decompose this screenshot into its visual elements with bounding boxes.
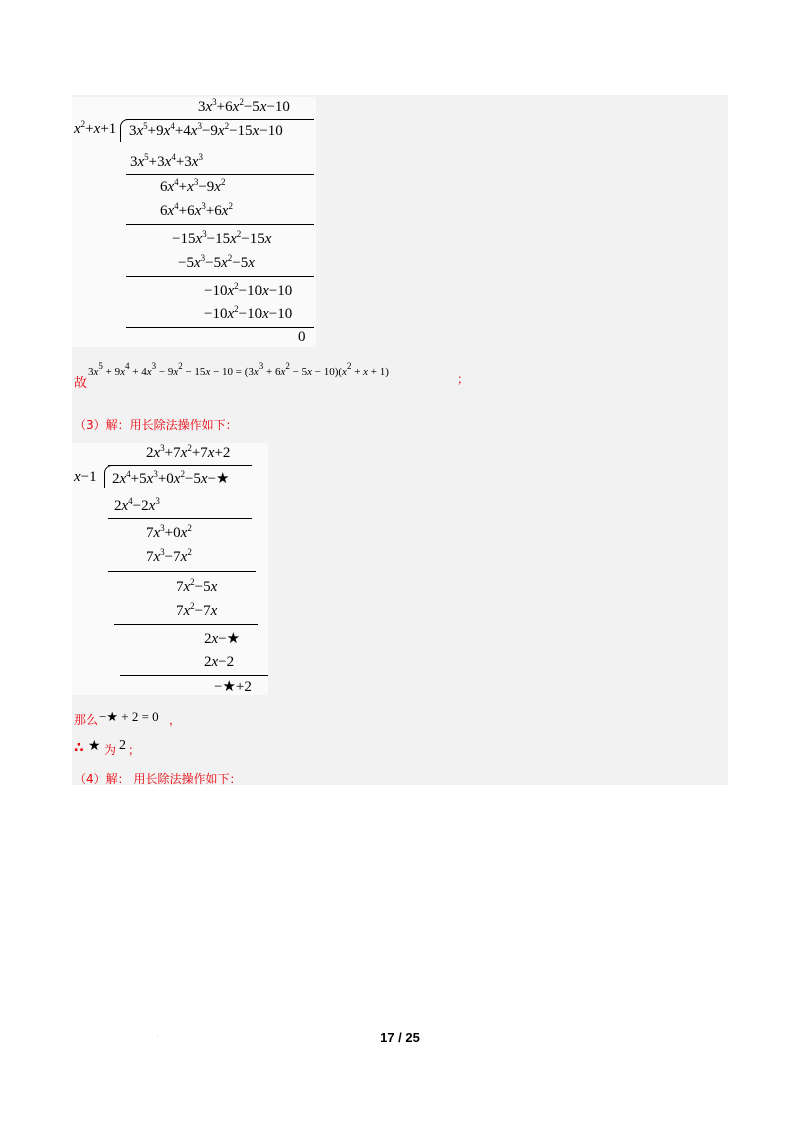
division1-remainder: 0 — [298, 329, 306, 345]
division1-step: $3x^5+3x^4+3x^3$ — [130, 152, 203, 170]
therefore-value: 2 — [119, 738, 126, 753]
result-prefix: 故 — [74, 376, 88, 391]
then-prefix: 那么 — [74, 713, 99, 727]
then-equation: −★ + 2 = 0 — [99, 709, 159, 724]
division2-step: $7x^3+0x^2$ — [146, 523, 192, 541]
page-mark: . — [157, 1032, 159, 1038]
division2-step: 2x−★ — [204, 631, 241, 647]
page-number: 17 / 25 — [380, 1030, 420, 1045]
dividend-2: $2x^4+5x^3+0x^2-5x-★$ — [112, 469, 230, 487]
result-suffix: ； — [457, 372, 470, 386]
division1-step: $-5x^3-5x^2-5x$ — [178, 253, 255, 271]
division2-remainder: −★+2 — [214, 679, 252, 695]
division1-step: $-10x^2-10x-10$ — [204, 304, 293, 322]
division2-step: $7x^2-7x$ — [176, 601, 218, 619]
division1-step: $-15x^3-15x^2-15x$ — [172, 229, 272, 247]
division1-step: $6x^4+x^3-9x^2$ — [160, 177, 226, 195]
division2-step: $7x^3-7x^2$ — [146, 547, 192, 565]
therefore-symbol: ∴ — [74, 740, 84, 756]
long-division-1 — [72, 97, 316, 347]
then-suffix: ， — [169, 713, 182, 727]
therefore-suffix: ； — [128, 743, 141, 757]
division1-step: $-10x^2-10x-10$ — [204, 281, 293, 299]
division2-step: $7x^2-5x$ — [176, 577, 218, 595]
part3-heading: （3）解：用长除法操作如下： — [74, 418, 238, 432]
division2-step: $2x^4-2x^3$ — [114, 496, 160, 514]
part4-heading: （4）解： 用长除法操作如下： — [74, 772, 242, 786]
dividend-1: $3x^5+9x^4+4x^3-9x^2-15x-10$ — [129, 121, 283, 139]
divisor-2: x−1 — [74, 469, 97, 485]
quotient-2: $2x^3+7x^2+7x+2$ — [146, 443, 231, 461]
divisor-1: $x^2+x+1$ — [74, 119, 117, 137]
division2-step: 2x−2 — [204, 654, 235, 670]
result-equation: $3x^5 + 9x^4 + 4x^3 - 9x^2 - 15x - 10 = (3x^3 + 6x^2 - 5x - 10)(x^2 + x + 1)$ — [88, 361, 389, 378]
division1-step: $6x^4+6x^3+6x^2$ — [160, 201, 233, 219]
therefore-word: 为 — [104, 743, 117, 757]
star-symbol: ★ — [88, 739, 101, 754]
long-division-2 — [72, 443, 268, 695]
quotient-1: $3x^3+6x^2-5x-10$ — [198, 97, 290, 115]
